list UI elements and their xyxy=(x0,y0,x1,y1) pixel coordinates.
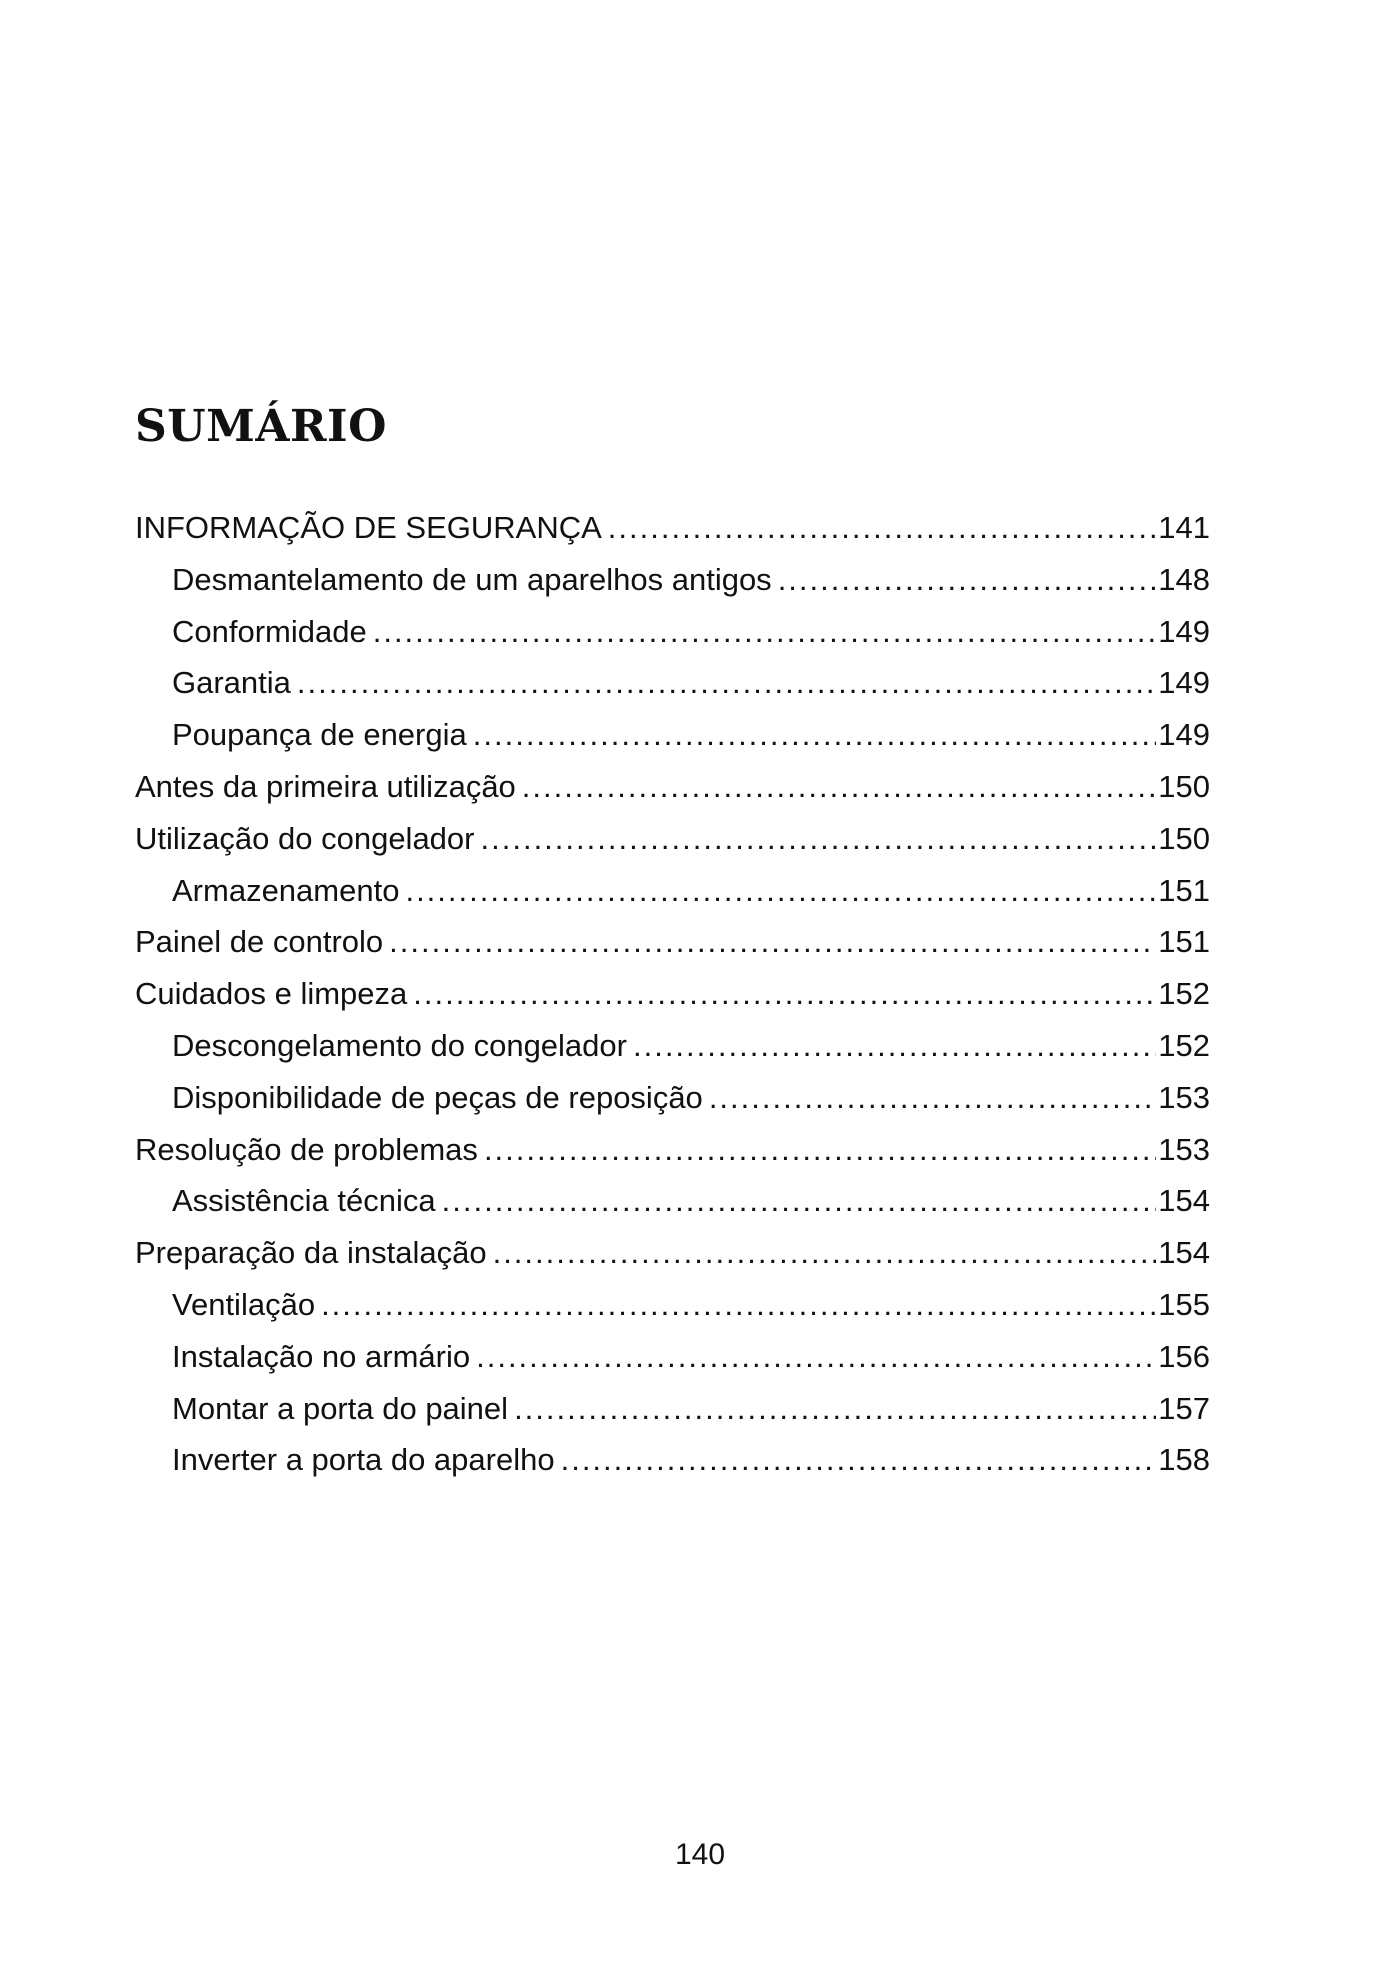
toc-entry-title: Garantia xyxy=(172,665,291,701)
toc-entry[interactable] xyxy=(135,865,1210,917)
toc-entry-title: Poupança de energia xyxy=(172,717,467,753)
toc-entry-title: Painel de controlo xyxy=(135,924,384,960)
toc-entry-page: 153 xyxy=(1158,1079,1210,1115)
toc-entry-title: INFORMAÇÃO DE SEGURANÇA xyxy=(135,510,602,545)
toc-dot-leader xyxy=(476,1331,1156,1383)
toc-entry-title: Resolução de problemas xyxy=(135,1131,478,1167)
toc-dot-leader xyxy=(493,1227,1157,1279)
toc-entry-title: Desmantelamento de um aparelhos antigos xyxy=(172,561,772,597)
toc-entry-title: Instalação no armário xyxy=(172,1338,471,1374)
toc-dot-leader xyxy=(389,916,1156,968)
toc-entry-page: 156 xyxy=(1158,1338,1210,1374)
toc-entry-title: Disponibilidade de peças de reposição xyxy=(172,1079,703,1115)
toc-dot-leader xyxy=(561,1434,1157,1486)
toc-entry-title: Ventilação xyxy=(172,1286,316,1322)
toc-entry[interactable] xyxy=(135,1124,1210,1176)
toc-entry[interactable] xyxy=(135,657,1210,709)
toc-entry[interactable] xyxy=(135,502,1210,554)
toc-entry-page: 154 xyxy=(1158,1235,1210,1271)
toc-entry-title: Descongelamento do congelador xyxy=(172,1027,627,1063)
page-title: SUMÁRIO xyxy=(135,401,387,452)
toc-entry-title: Conformidade xyxy=(172,613,367,649)
toc-entry-title: Utilização do congelador xyxy=(135,820,475,856)
toc-entry-page: 151 xyxy=(1158,872,1210,908)
toc-entry-page: 155 xyxy=(1158,1286,1210,1322)
toc-entry-page: 157 xyxy=(1158,1390,1210,1426)
toc-entry-page: 158 xyxy=(1158,1442,1210,1478)
page-number: 140 xyxy=(674,1838,726,1871)
toc-dot-leader xyxy=(484,1124,1156,1176)
toc-entry-page: 154 xyxy=(1158,1183,1210,1219)
toc-entry[interactable] xyxy=(135,1331,1210,1383)
toc-entry-page: 152 xyxy=(1158,976,1210,1012)
toc-entry[interactable] xyxy=(135,1072,1210,1124)
toc-entry[interactable] xyxy=(135,916,1210,968)
toc-entry-page: 152 xyxy=(1158,1027,1210,1063)
toc-entry-title: Preparação da instalação xyxy=(135,1235,487,1271)
toc-dot-leader xyxy=(442,1175,1157,1227)
toc-entry-title: Armazenamento xyxy=(172,872,400,908)
toc-entry-title: Inverter a porta do aparelho xyxy=(172,1442,555,1478)
toc-entry-page: 150 xyxy=(1158,820,1210,856)
toc-entry[interactable] xyxy=(135,606,1210,658)
toc-dot-leader xyxy=(481,813,1157,865)
toc-entry-page: 149 xyxy=(1158,717,1210,753)
toc-entry-page: 153 xyxy=(1158,1131,1210,1167)
toc-entry[interactable] xyxy=(135,761,1210,813)
toc-entry[interactable] xyxy=(135,1227,1210,1279)
toc-entry-page: 149 xyxy=(1158,665,1210,701)
toc-dot-leader xyxy=(321,1279,1156,1331)
toc-entry-title: Cuidados e limpeza xyxy=(135,976,408,1012)
toc-entry[interactable] xyxy=(135,1434,1210,1486)
toc-dot-leader xyxy=(405,865,1156,917)
toc-dot-leader xyxy=(413,968,1156,1020)
toc-dot-leader xyxy=(522,761,1156,813)
table-of-contents xyxy=(135,502,1210,1486)
toc-dot-leader xyxy=(297,657,1156,709)
toc-dot-leader xyxy=(778,554,1157,606)
toc-entry[interactable] xyxy=(135,813,1210,865)
toc-dot-leader xyxy=(473,709,1157,761)
toc-entry-page: 148 xyxy=(1158,561,1210,597)
toc-entry[interactable] xyxy=(135,554,1210,606)
toc-dot-leader xyxy=(608,502,1156,554)
toc-entry-page: 141 xyxy=(1158,510,1210,545)
toc-dot-leader xyxy=(709,1072,1156,1124)
toc-entry-title: Montar a porta do painel xyxy=(172,1390,509,1426)
toc-dot-leader xyxy=(373,606,1157,658)
toc-entry[interactable] xyxy=(135,968,1210,1020)
toc-entry-title: Antes da primeira utilização xyxy=(135,768,516,804)
toc-dot-leader xyxy=(633,1020,1156,1072)
toc-entry-page: 151 xyxy=(1158,924,1210,960)
toc-entry[interactable] xyxy=(135,709,1210,761)
toc-entry[interactable] xyxy=(135,1175,1210,1227)
toc-entry[interactable] xyxy=(135,1383,1210,1435)
toc-entry-title: Assistência técnica xyxy=(172,1183,436,1219)
toc-entry-page: 149 xyxy=(1158,613,1210,649)
toc-dot-leader xyxy=(514,1383,1156,1435)
toc-entry[interactable] xyxy=(135,1279,1210,1331)
toc-entry[interactable] xyxy=(135,1020,1210,1072)
toc-entry-page: 150 xyxy=(1158,768,1210,804)
